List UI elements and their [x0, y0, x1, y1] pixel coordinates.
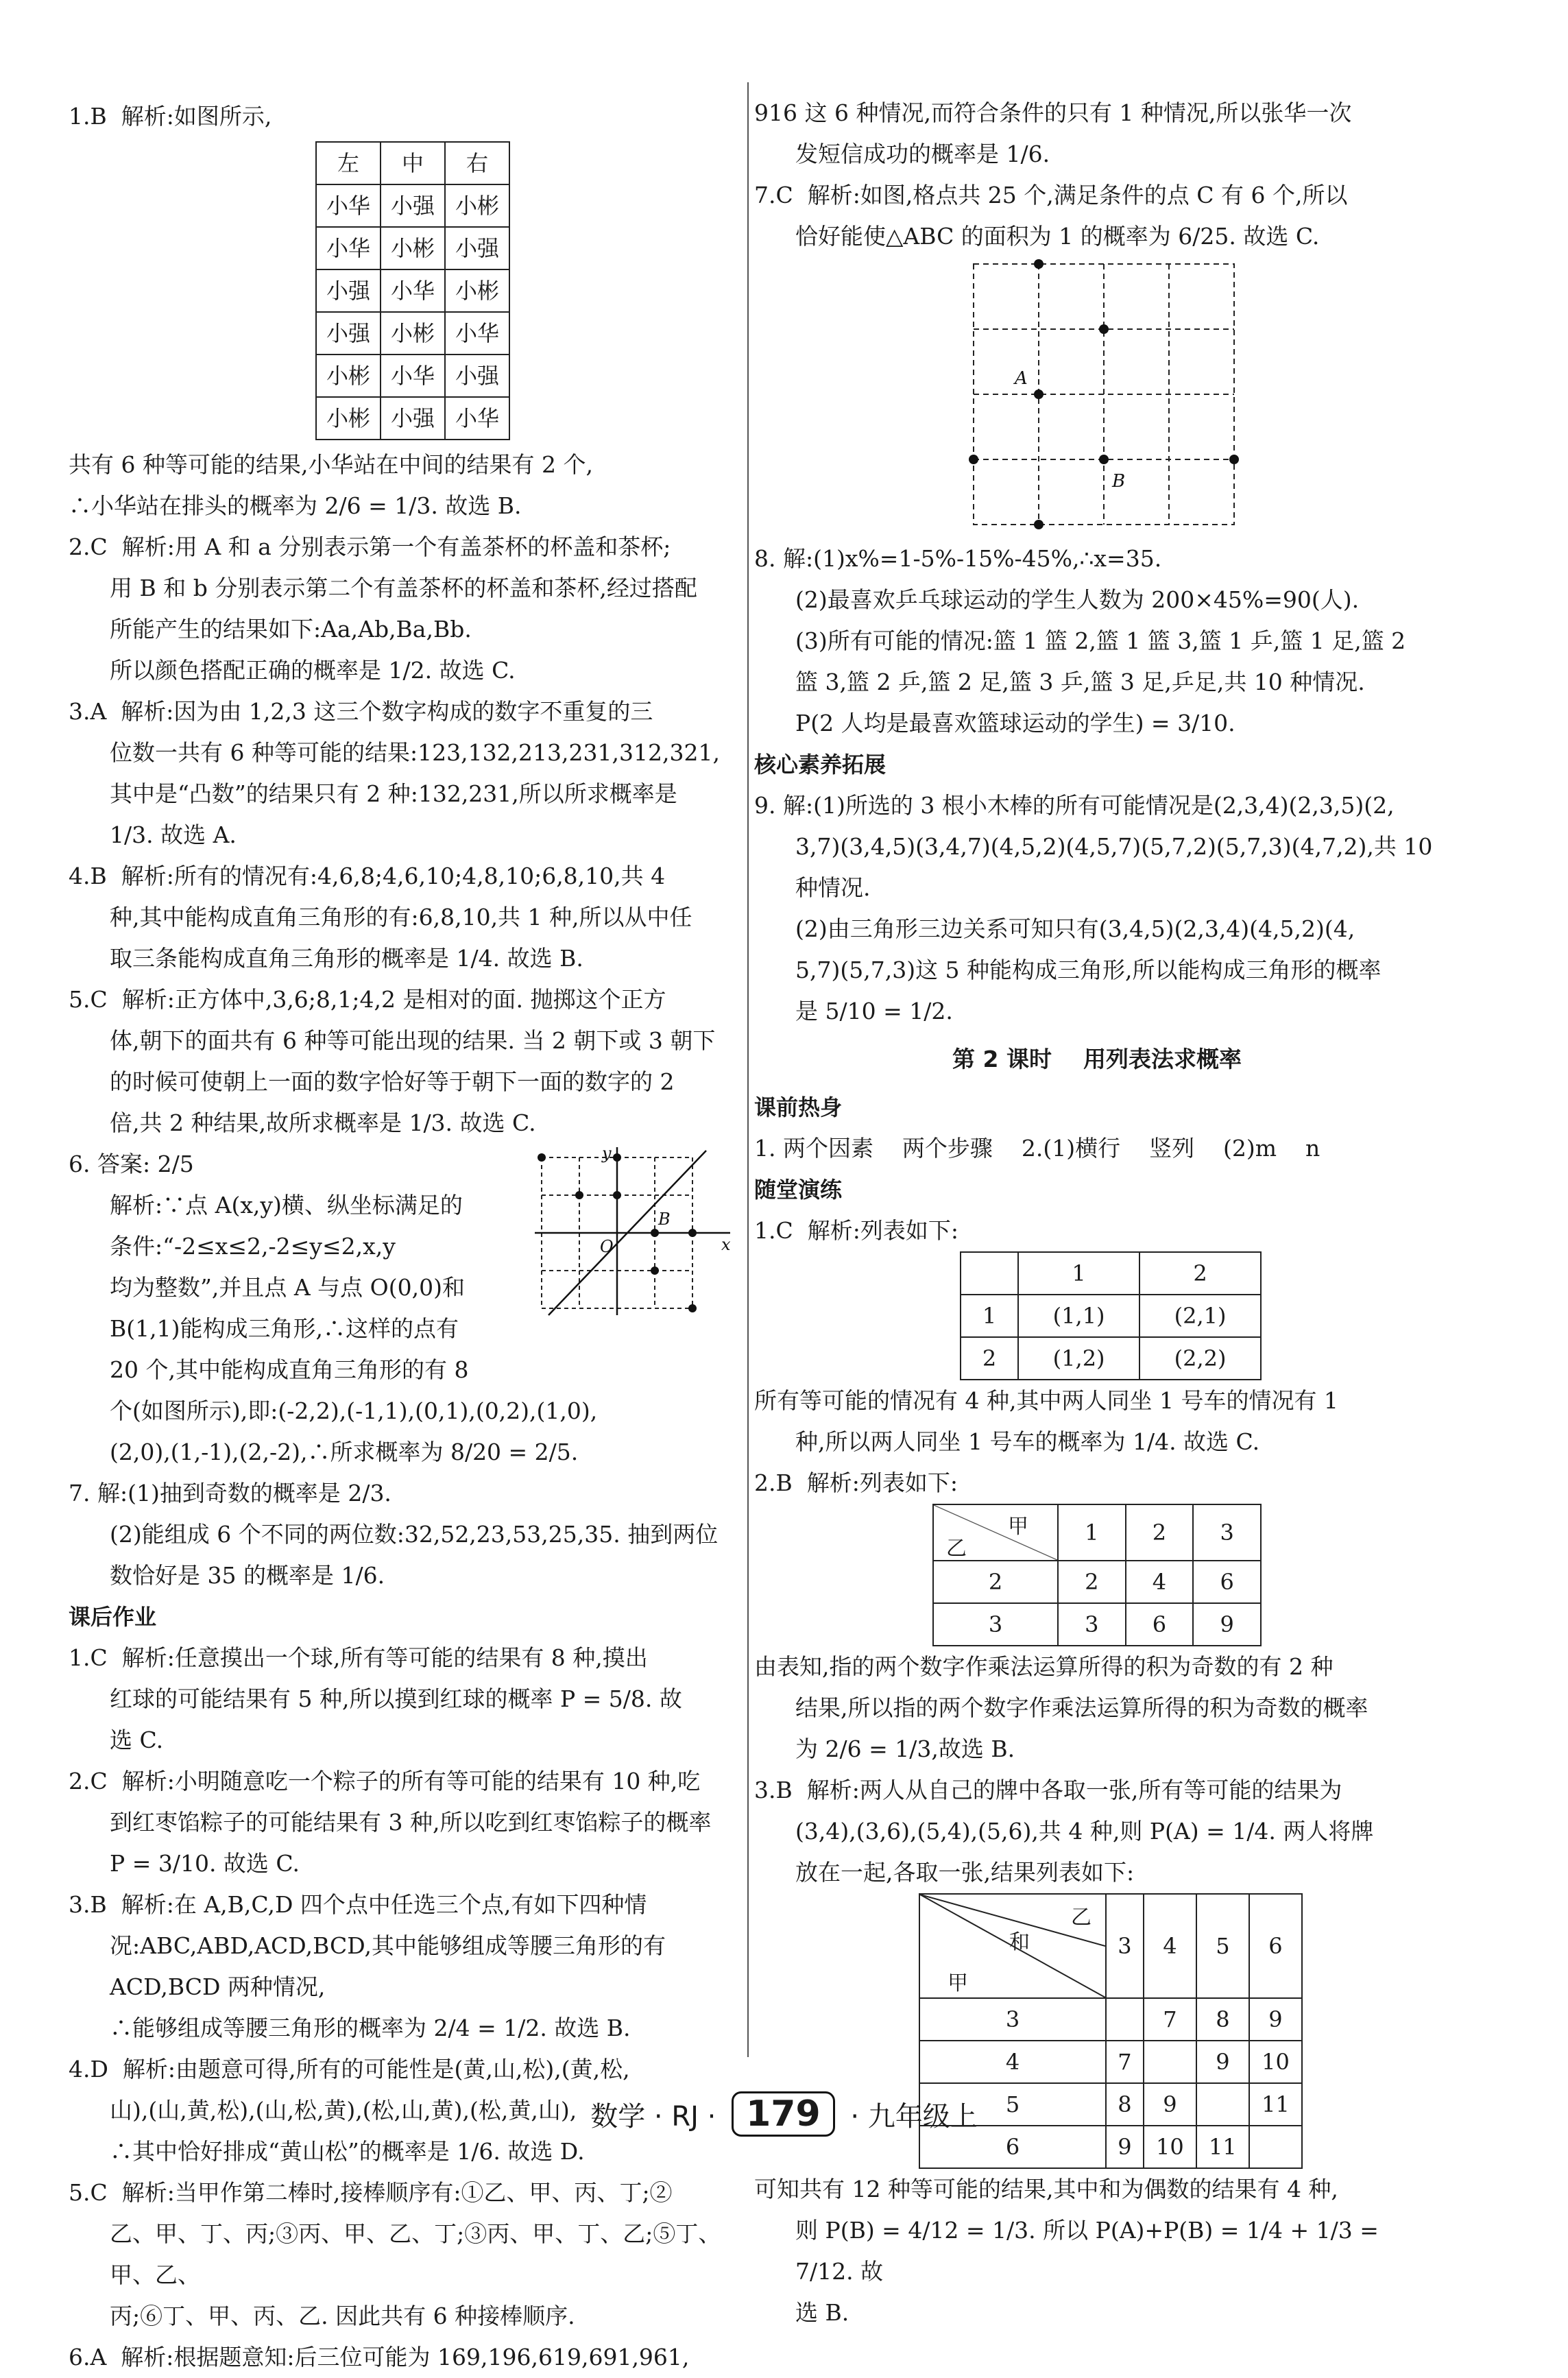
text-line: P(2 人均是最喜欢篮球运动的学生) = 3/10. — [795, 710, 1235, 736]
text-line: 6.A 解析:根据题意知:后三位可能为 169,196,619,691,961, — [69, 2344, 690, 2370]
text-line: 4.B 解析:所有的情况有:4,6,8;4,6,10;4,8,10;6,8,10,共 4 — [69, 863, 666, 889]
table-header-row — [919, 1894, 1302, 1998]
q7-block — [69, 1473, 754, 1596]
text-line: 6. 答案: 2/5 — [69, 1151, 194, 1177]
table-cell: 10 — [1144, 2126, 1196, 2168]
q1-table-wrap — [315, 141, 754, 440]
table-row — [961, 1337, 1261, 1380]
text-line: 到红枣馅粽子的可能结果有 3 种,所以吃到红枣馅粽子的概率 — [110, 1809, 712, 1836]
table-row — [316, 269, 509, 312]
text-line: 篮 3,篮 2 乒,篮 2 足,篮 3 乒,篮 3 足,乒足,共 10 种情况. — [795, 669, 1365, 695]
corner-label: 和 — [1009, 1930, 1030, 1954]
q1-table — [315, 141, 510, 440]
table-cell: 小华 — [316, 184, 381, 227]
table-cell: 6 — [1126, 1603, 1194, 1646]
text-line: 所以颜色搭配正确的概率是 1/2. 故选 C. — [110, 657, 516, 684]
point-dot — [651, 1266, 659, 1275]
table-cell: 1 — [961, 1295, 1018, 1337]
section-title-warmup: 课前热身 — [754, 1094, 843, 1120]
text-line: 3,7)(3,4,5)(3,4,7)(4,5,2)(4,5,7)(5,7,2)(5,7,3)(4,7,2),共 10 — [795, 833, 1433, 860]
c1-table — [960, 1251, 1262, 1380]
text-line: 9. 解:(1)所选的 3 根小木棒的所有可能情况是(2,3,4)(2,3,5)(2, — [754, 792, 1395, 819]
q1-line: 1.B 解析:如图所示, — [69, 103, 272, 130]
table-header-cell: 2 — [1126, 1504, 1194, 1561]
text-line: 倍,共 2 种结果,故所求概率是 1/3. 故选 C. — [110, 1109, 536, 1136]
coordinate-figure — [535, 1144, 740, 1322]
table-row — [933, 1561, 1261, 1603]
table-cell: 8 — [1196, 1998, 1249, 2041]
grid-label-a: A — [1015, 368, 1028, 389]
table-cell: 9 — [1144, 2083, 1196, 2126]
table-cell: 小彬 — [445, 269, 509, 312]
table-cell: 小强 — [445, 355, 509, 397]
grid-point — [1099, 324, 1109, 334]
corner-label: 甲 — [948, 1971, 968, 1995]
table-cell: (1,1) — [1018, 1295, 1139, 1337]
table-header-cell: 5 — [1196, 1894, 1249, 1998]
table-header-cell: 4 — [1144, 1894, 1196, 1998]
c2-table-wrap — [932, 1504, 1440, 1646]
text-line: 则 P(B) = 4/12 = 1/3. 所以 P(A)+P(B) = 1/4 + 1/3 = 7/12. 故 — [795, 2217, 1386, 2285]
text-line: 山),(山,黄,松),(山,松,黄),(松,山,黄),(松,黄,山), — [110, 2097, 577, 2124]
right-column — [754, 93, 1440, 2333]
point-dot — [538, 1153, 546, 1162]
table-cell: 7 — [1106, 2041, 1144, 2083]
text-line: 选 B. — [795, 2299, 849, 2326]
text-line: 种情况. — [795, 874, 871, 901]
text-line: 所有等可能的情况有 4 种,其中两人同坐 1 号车的情况有 1 — [754, 1387, 1338, 1414]
text-line: 3.A 解析:因为由 1,2,3 这三个数字构成的数字不重复的三 — [69, 698, 653, 725]
lesson-title: 第 2 课时 用列表法求概率 — [952, 1046, 1242, 1072]
point-b-label: B — [658, 1210, 671, 1229]
table-cell: 7 — [1144, 1998, 1196, 2041]
text-line: 是 5/10 = 1/2. — [795, 998, 953, 1024]
table-cell: 小华 — [445, 312, 509, 355]
table-cell: 3 — [933, 1603, 1058, 1646]
grid-point — [1034, 520, 1044, 529]
table-cell: 8 — [1106, 2083, 1144, 2126]
point-dot — [613, 1191, 621, 1199]
table-header-row — [316, 142, 509, 184]
c1-line: 1.C 解析:列表如下: — [754, 1217, 958, 1244]
table-row — [316, 227, 509, 269]
text-line: 1/3. 故选 A. — [110, 821, 237, 848]
table-header-cell — [961, 1252, 1018, 1295]
text-line: 3.B 解析:两人从自己的牌中各取一张,所有等可能的结果为 — [754, 1777, 1342, 1803]
table-row — [919, 1998, 1302, 2041]
footer-grade: · 九年级上 — [850, 2101, 978, 2133]
table-cell: 6 — [1193, 1561, 1261, 1603]
text-line: (3,4),(3,6),(5,4),(5,6),共 4 种,则 P(A) = 1/4. 两人将牌 — [795, 1818, 1374, 1845]
q6-block — [69, 1144, 754, 1473]
table-row — [316, 397, 509, 440]
grid-point — [1099, 455, 1109, 464]
text-line: 乙、甲、丁、丙;③丙、甲、乙、丁;③丙、甲、丁、乙;⑤丁、甲、乙、 — [110, 2220, 721, 2288]
point-dot — [688, 1304, 697, 1312]
table-cell: 4 — [1126, 1561, 1194, 1603]
text-line: 所能产生的结果如下:Aa,Ab,Ba,Bb. — [110, 616, 472, 642]
text-line: 解析:∵点 A(x,y)横、纵坐标满足的 — [110, 1192, 463, 1218]
text-line: 916 这 6 种情况,而符合条件的只有 1 种情况,所以张华一次 — [754, 99, 1352, 126]
table-header-cell: 中 — [381, 142, 445, 184]
text-line: 取三条能构成直角三角形的概率是 1/4. 故选 B. — [110, 945, 583, 972]
grid-point — [1229, 455, 1239, 464]
text-line: 由表知,指的两个数字作乘法运算所得的积为奇数的有 2 种 — [754, 1653, 1334, 1680]
table-cell: 2 — [961, 1337, 1018, 1380]
text-line: 3.B 解析:在 A,B,C,D 四个点中任选三个点,有如下四种情 — [69, 1891, 647, 1918]
text-line: 红球的可能结果有 5 种,所以摸到红球的概率 P = 5/8. 故 — [110, 1685, 682, 1712]
point-dot — [613, 1153, 621, 1162]
text-line: 为 2/6 = 1/3,故选 B. — [795, 1736, 1015, 1762]
table-cell: 小彬 — [316, 397, 381, 440]
hw1-block — [69, 1637, 754, 1761]
table-header-cell: 右 — [445, 142, 509, 184]
q9-block — [754, 785, 1440, 1032]
table-cell: 9 — [1249, 1998, 1302, 2041]
text-line: ACD,BCD 两种情况, — [110, 1973, 326, 2000]
corner-cell — [919, 1894, 1106, 1998]
text-line: ∴其中恰好排成“黄山松”的概率是 1/6. 故选 D. — [110, 2138, 585, 2165]
c1-table-wrap — [960, 1251, 1440, 1380]
table-cell: 2 — [1058, 1561, 1126, 1603]
table-header-cell: 1 — [1058, 1504, 1126, 1561]
corner-cell — [933, 1504, 1058, 1561]
table-cell: 3 — [919, 1998, 1106, 2041]
table-row — [933, 1603, 1261, 1646]
c2-text — [754, 1646, 1440, 1770]
table-cell: 小华 — [445, 397, 509, 440]
hw2-block — [69, 1761, 754, 1884]
text-line: 5.C 解析:当甲作第二棒时,接棒顺序有:①乙、甲、丙、丁;② — [69, 2179, 673, 2206]
text-line: ∴能够组成等腰三角形的概率为 2/4 = 1/2. 故选 B. — [110, 2015, 631, 2041]
warmup-answers: 1. 两个因素 两个步骤 2.(1)横行 竖列 (2)m n — [754, 1135, 1320, 1162]
table-cell: 9 — [1193, 1603, 1261, 1646]
section-title-core: 核心素养拓展 — [754, 752, 886, 778]
c3-text — [754, 2169, 1440, 2333]
table-header-cell: 1 — [1018, 1252, 1139, 1295]
text-line: 况:ABC,ABD,ACD,BCD,其中能够组成等腰三角形的有 — [110, 1932, 666, 1959]
grid-label-b: B — [1112, 471, 1126, 492]
q3-block — [69, 691, 754, 856]
text-line: 丙;⑥丁、甲、丙、乙. 因此共有 6 种接棒顺序. — [110, 2303, 575, 2329]
table-header-cell: 3 — [1193, 1504, 1261, 1561]
table-header-cell: 2 — [1139, 1252, 1261, 1295]
text-line: (2)最喜欢乒乓球运动的学生人数为 200×45%=90(人). — [795, 586, 1360, 613]
section-title-homework: 课后作业 — [69, 1604, 157, 1630]
hw6-block — [69, 2337, 754, 2378]
table-cell: 小强 — [316, 312, 381, 355]
text-line: 5.C 解析:正方体中,3,6;8,1;4,2 是相对的面. 抛掷这个正方 — [69, 986, 666, 1013]
text-line: (3)所有可能的情况:篮 1 篮 2,篮 1 篮 3,篮 1 乒,篮 1 足,篮 2 — [795, 627, 1406, 654]
text-line: 选 C. — [110, 1727, 164, 1753]
table-row — [316, 355, 509, 397]
grid-point — [969, 455, 978, 464]
continued-block — [754, 93, 1440, 175]
q4-block — [69, 856, 754, 979]
text-line: 位数一共有 6 种等可能的结果:123,132,213,231,312,321, — [110, 739, 720, 766]
corner-label: 甲 — [1008, 1515, 1028, 1539]
table-cell: (2,2) — [1139, 1337, 1261, 1380]
grid-point — [1034, 259, 1044, 269]
table-header-cell: 3 — [1106, 1894, 1144, 1998]
table-cell: (2,1) — [1139, 1295, 1261, 1337]
text-line: 4.D 解析:由题意可得,所有的可能性是(黄,山,松),(黄,松, — [69, 2056, 630, 2082]
text-line: P = 3/10. 故选 C. — [110, 1850, 300, 1877]
table-cell: 11 — [1196, 2126, 1249, 2168]
grid-figure — [960, 257, 1248, 538]
text-line: B(1,1)能构成三角形,∴这样的点有 — [110, 1315, 459, 1342]
table-cell: 小彬 — [445, 184, 509, 227]
text-line: 结果,所以指的两个数字作乘法运算所得的积为奇数的概率 — [795, 1694, 1368, 1721]
text-line: 用 B 和 b 分别表示第二个有盖茶杯的杯盖和茶杯,经过搭配 — [110, 575, 697, 601]
table-cell: 小彬 — [316, 355, 381, 397]
text-line: 恰好能使△ABC 的面积为 1 的概率为 6/25. 故选 C. — [795, 223, 1320, 250]
table-cell: 6 — [919, 2126, 1106, 2168]
text-line: 7.C 解析:如图,格点共 25 个,满足条件的点 C 有 6 个,所以 — [754, 182, 1348, 208]
text-line: 5,7)(5,7,3)这 5 种能构成三角形,所以能构成三角形的概率 — [795, 957, 1382, 983]
table-cell: 小华 — [316, 227, 381, 269]
corner-label: 乙 — [946, 1537, 967, 1561]
text-line: 种,所以两人同坐 1 号车的概率为 1/4. 故选 C. — [795, 1428, 1260, 1455]
table-cell: 小强 — [445, 227, 509, 269]
grid-point — [1034, 389, 1044, 399]
c1-text — [754, 1380, 1440, 1463]
table-cell: 5 — [919, 2083, 1106, 2126]
table-cell: 小彬 — [381, 312, 445, 355]
text-line: 体,朝下的面共有 6 种等可能出现的结果. 当 2 朝下或 3 朝下 — [110, 1027, 716, 1054]
page-footer — [0, 2091, 1568, 2137]
table-cell: 11 — [1249, 2083, 1302, 2126]
table-cell: (1,2) — [1018, 1337, 1139, 1380]
table-cell: 4 — [919, 2041, 1106, 2083]
table-row — [316, 184, 509, 227]
table-header-row — [961, 1252, 1261, 1295]
text-line: 种,其中能构成直角三角形的有:6,8,10,共 1 种,所以从中任 — [110, 904, 692, 930]
c2-line: 2.B 解析:列表如下: — [754, 1469, 958, 1496]
q1-text: 共有 6 种等可能的结果,小华站在中间的结果有 2 个, — [69, 451, 593, 478]
page-number: 179 — [732, 2091, 835, 2137]
text-line: (2)由三角形三边关系可知只有(3,4,5)(2,3,4)(4,5,2)(4, — [795, 915, 1355, 942]
table-cell — [1144, 2041, 1196, 2083]
text-line: 1.C 解析:任意摸出一个球,所有等可能的结果有 8 种,摸出 — [69, 1644, 648, 1671]
c3-text — [754, 1770, 1440, 1893]
text-line: (2,0),(1,-1),(2,-2),∴所求概率为 8/20 = 2/5. — [110, 1439, 579, 1465]
left-column — [69, 96, 754, 2378]
text-line: 均为整数”,并且点 A 与点 O(0,0)和 — [110, 1274, 465, 1301]
table-cell: 9 — [1106, 2126, 1144, 2168]
text-line: 2.C 解析:用 A 和 a 分别表示第一个有盖茶杯的杯盖和茶杯; — [69, 533, 671, 560]
table-cell: 小强 — [381, 397, 445, 440]
hw5-block — [69, 2172, 754, 2337]
table-cell: 2 — [933, 1561, 1058, 1603]
q8-block — [754, 538, 1440, 744]
table-row — [919, 2041, 1302, 2083]
table-header-row — [933, 1504, 1261, 1561]
table-cell — [1106, 1998, 1144, 2041]
r-q7-block — [754, 175, 1440, 257]
text-line: 2.C 解析:小明随意吃一个粽子的所有等可能的结果有 10 种,吃 — [69, 1768, 701, 1794]
table-cell: 9 — [1196, 2041, 1249, 2083]
text-line: 的时候可使朝上一面的数字恰好等于朝下一面的数字的 2 — [110, 1068, 675, 1095]
origin-label: O — [600, 1237, 614, 1256]
table-header-cell: 左 — [316, 142, 381, 184]
table-cell: 3 — [1058, 1603, 1126, 1646]
table-header-cell: 6 — [1249, 1894, 1302, 1998]
footer-subject: 数学 · RJ · — [590, 2101, 716, 2133]
text-line: 其中是“凸数”的结果只有 2 种:132,231,所以所求概率是 — [110, 780, 677, 807]
table-row — [316, 312, 509, 355]
table-cell: 小强 — [316, 269, 381, 312]
corner-label: 乙 — [1071, 1906, 1091, 1930]
point-dot — [575, 1191, 583, 1199]
c2-table — [932, 1504, 1262, 1646]
text-line: 条件:“-2≤x≤2,-2≤y≤2,x,y — [110, 1233, 396, 1260]
q1-text: ∴小华站在排头的概率为 2/6 = 1/3. 故选 B. — [69, 492, 522, 519]
q5-block — [69, 979, 754, 1144]
text-line: 可知共有 12 种等可能的结果,其中和为偶数的结果有 4 种, — [754, 2176, 1338, 2202]
text-line: 20 个,其中能构成直角三角形的有 8 — [110, 1356, 469, 1383]
axis-x-label: x — [721, 1235, 731, 1254]
table-cell: 小华 — [381, 355, 445, 397]
table-row — [961, 1295, 1261, 1337]
table-cell: 小华 — [381, 269, 445, 312]
hw3-block — [69, 1884, 754, 2049]
text-line: 放在一起,各取一张,结果列表如下: — [795, 1859, 1135, 1886]
table-cell: 小彬 — [381, 227, 445, 269]
section-title-class: 随堂演练 — [754, 1177, 843, 1203]
point-dot — [651, 1229, 659, 1237]
table-cell: 10 — [1249, 2041, 1302, 2083]
text-line: 8. 解:(1)x%=1-5%-15%-45%,∴x=35. — [754, 545, 1162, 572]
text-line: 个(如图所示),即:(-2,2),(-1,1),(0,1),(0,2),(1,0), — [110, 1397, 598, 1424]
table-cell: 小强 — [381, 184, 445, 227]
text-line: 数恰好是 35 的概率是 1/6. — [110, 1562, 385, 1589]
text-line: 7. 解:(1)抽到奇数的概率是 2/3. — [69, 1480, 391, 1506]
text-line: (2)能组成 6 个不同的两位数:32,52,23,53,25,35. 抽到两位 — [110, 1521, 719, 1548]
axis-y-label: y — [602, 1144, 612, 1163]
point-dot — [688, 1229, 697, 1237]
text-line: 发短信成功的概率是 1/6. — [795, 141, 1050, 167]
q2-block — [69, 527, 754, 691]
